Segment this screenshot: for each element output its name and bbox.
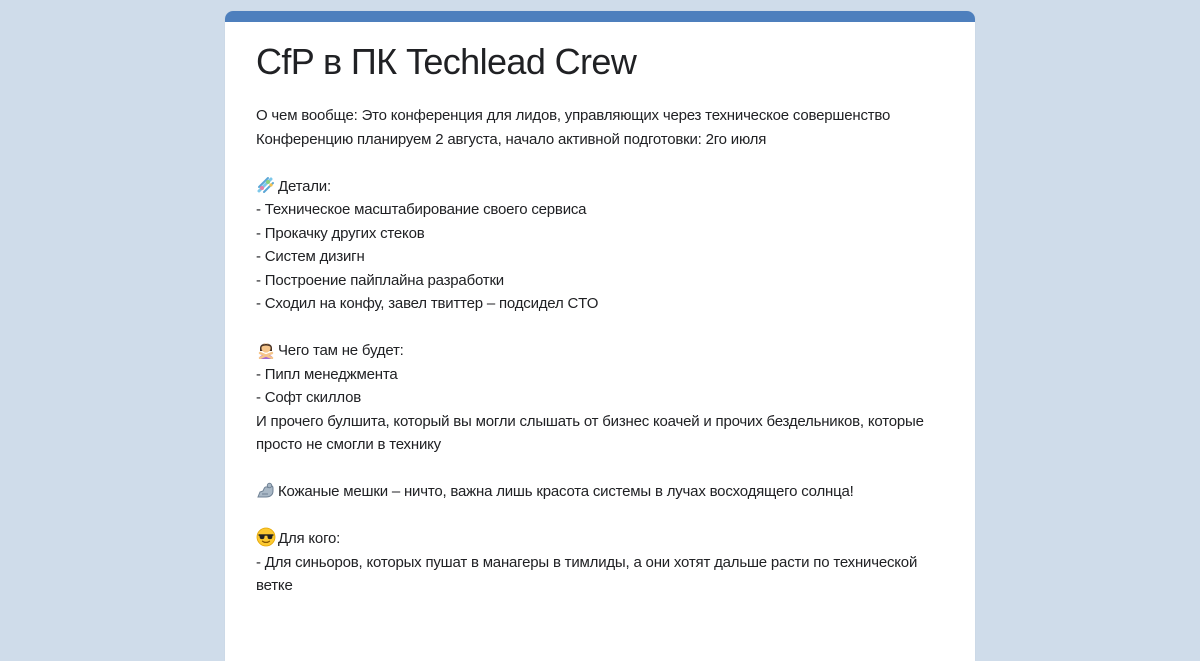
list-item: - Софт скиллов — [256, 389, 362, 406]
dna-icon — [256, 175, 276, 195]
not-note: И прочего булшита, который вы могли слышать от бизнес коачей и прочих бездельников, которые просто не смогли в технику — [256, 412, 924, 453]
intro-line: Конференцию планируем 2 августа, начало активной подготовки: 2го июля — [256, 130, 767, 148]
blank-line — [256, 504, 946, 528]
blank-line — [256, 316, 946, 340]
form-description — [256, 104, 946, 598]
details-heading — [256, 175, 946, 199]
who-heading — [256, 527, 946, 551]
list-item: - Сходил на конфу, завел твиттер – подсидел CTO — [256, 295, 599, 312]
blank-line — [256, 457, 946, 481]
details-heading-text: Детали: — [278, 177, 331, 195]
not-heading — [256, 339, 946, 363]
list-item: - Пипл менеджмента — [256, 365, 398, 383]
who-heading-text: Для кого: — [278, 530, 341, 547]
list-item: - Для синьоров, которых пушат в манагеры в тимлиды, а они хотят дальше расти по технической ветке — [256, 553, 918, 594]
card-accent-bar — [225, 11, 975, 22]
leather-line — [256, 480, 946, 504]
form-header-card — [225, 11, 975, 661]
form-title: CfP в ПК Techlead Crew — [256, 41, 637, 82]
sunglasses-face-icon — [256, 527, 276, 547]
blank-line — [256, 151, 946, 175]
leather-line-text: Кожаные мешки – ничто, важна лишь красота системы в лучах восходящего солнца! — [278, 483, 854, 500]
not-heading-text: Чего там не будет: — [278, 342, 404, 359]
list-item: - Техническое масштабирование своего сервиса — [256, 201, 587, 218]
mechanical-arm-icon — [256, 480, 276, 500]
list-item: - Построение пайплайна разработки — [256, 271, 504, 289]
list-item: - Систем дизигн — [256, 248, 365, 265]
woman-gesturing-no-icon — [256, 339, 276, 359]
intro-line: О чем вообще: Это конференция для лидов, управляющих через техническое совершенство — [256, 107, 891, 124]
list-item: - Прокачку других стеков — [256, 224, 425, 242]
